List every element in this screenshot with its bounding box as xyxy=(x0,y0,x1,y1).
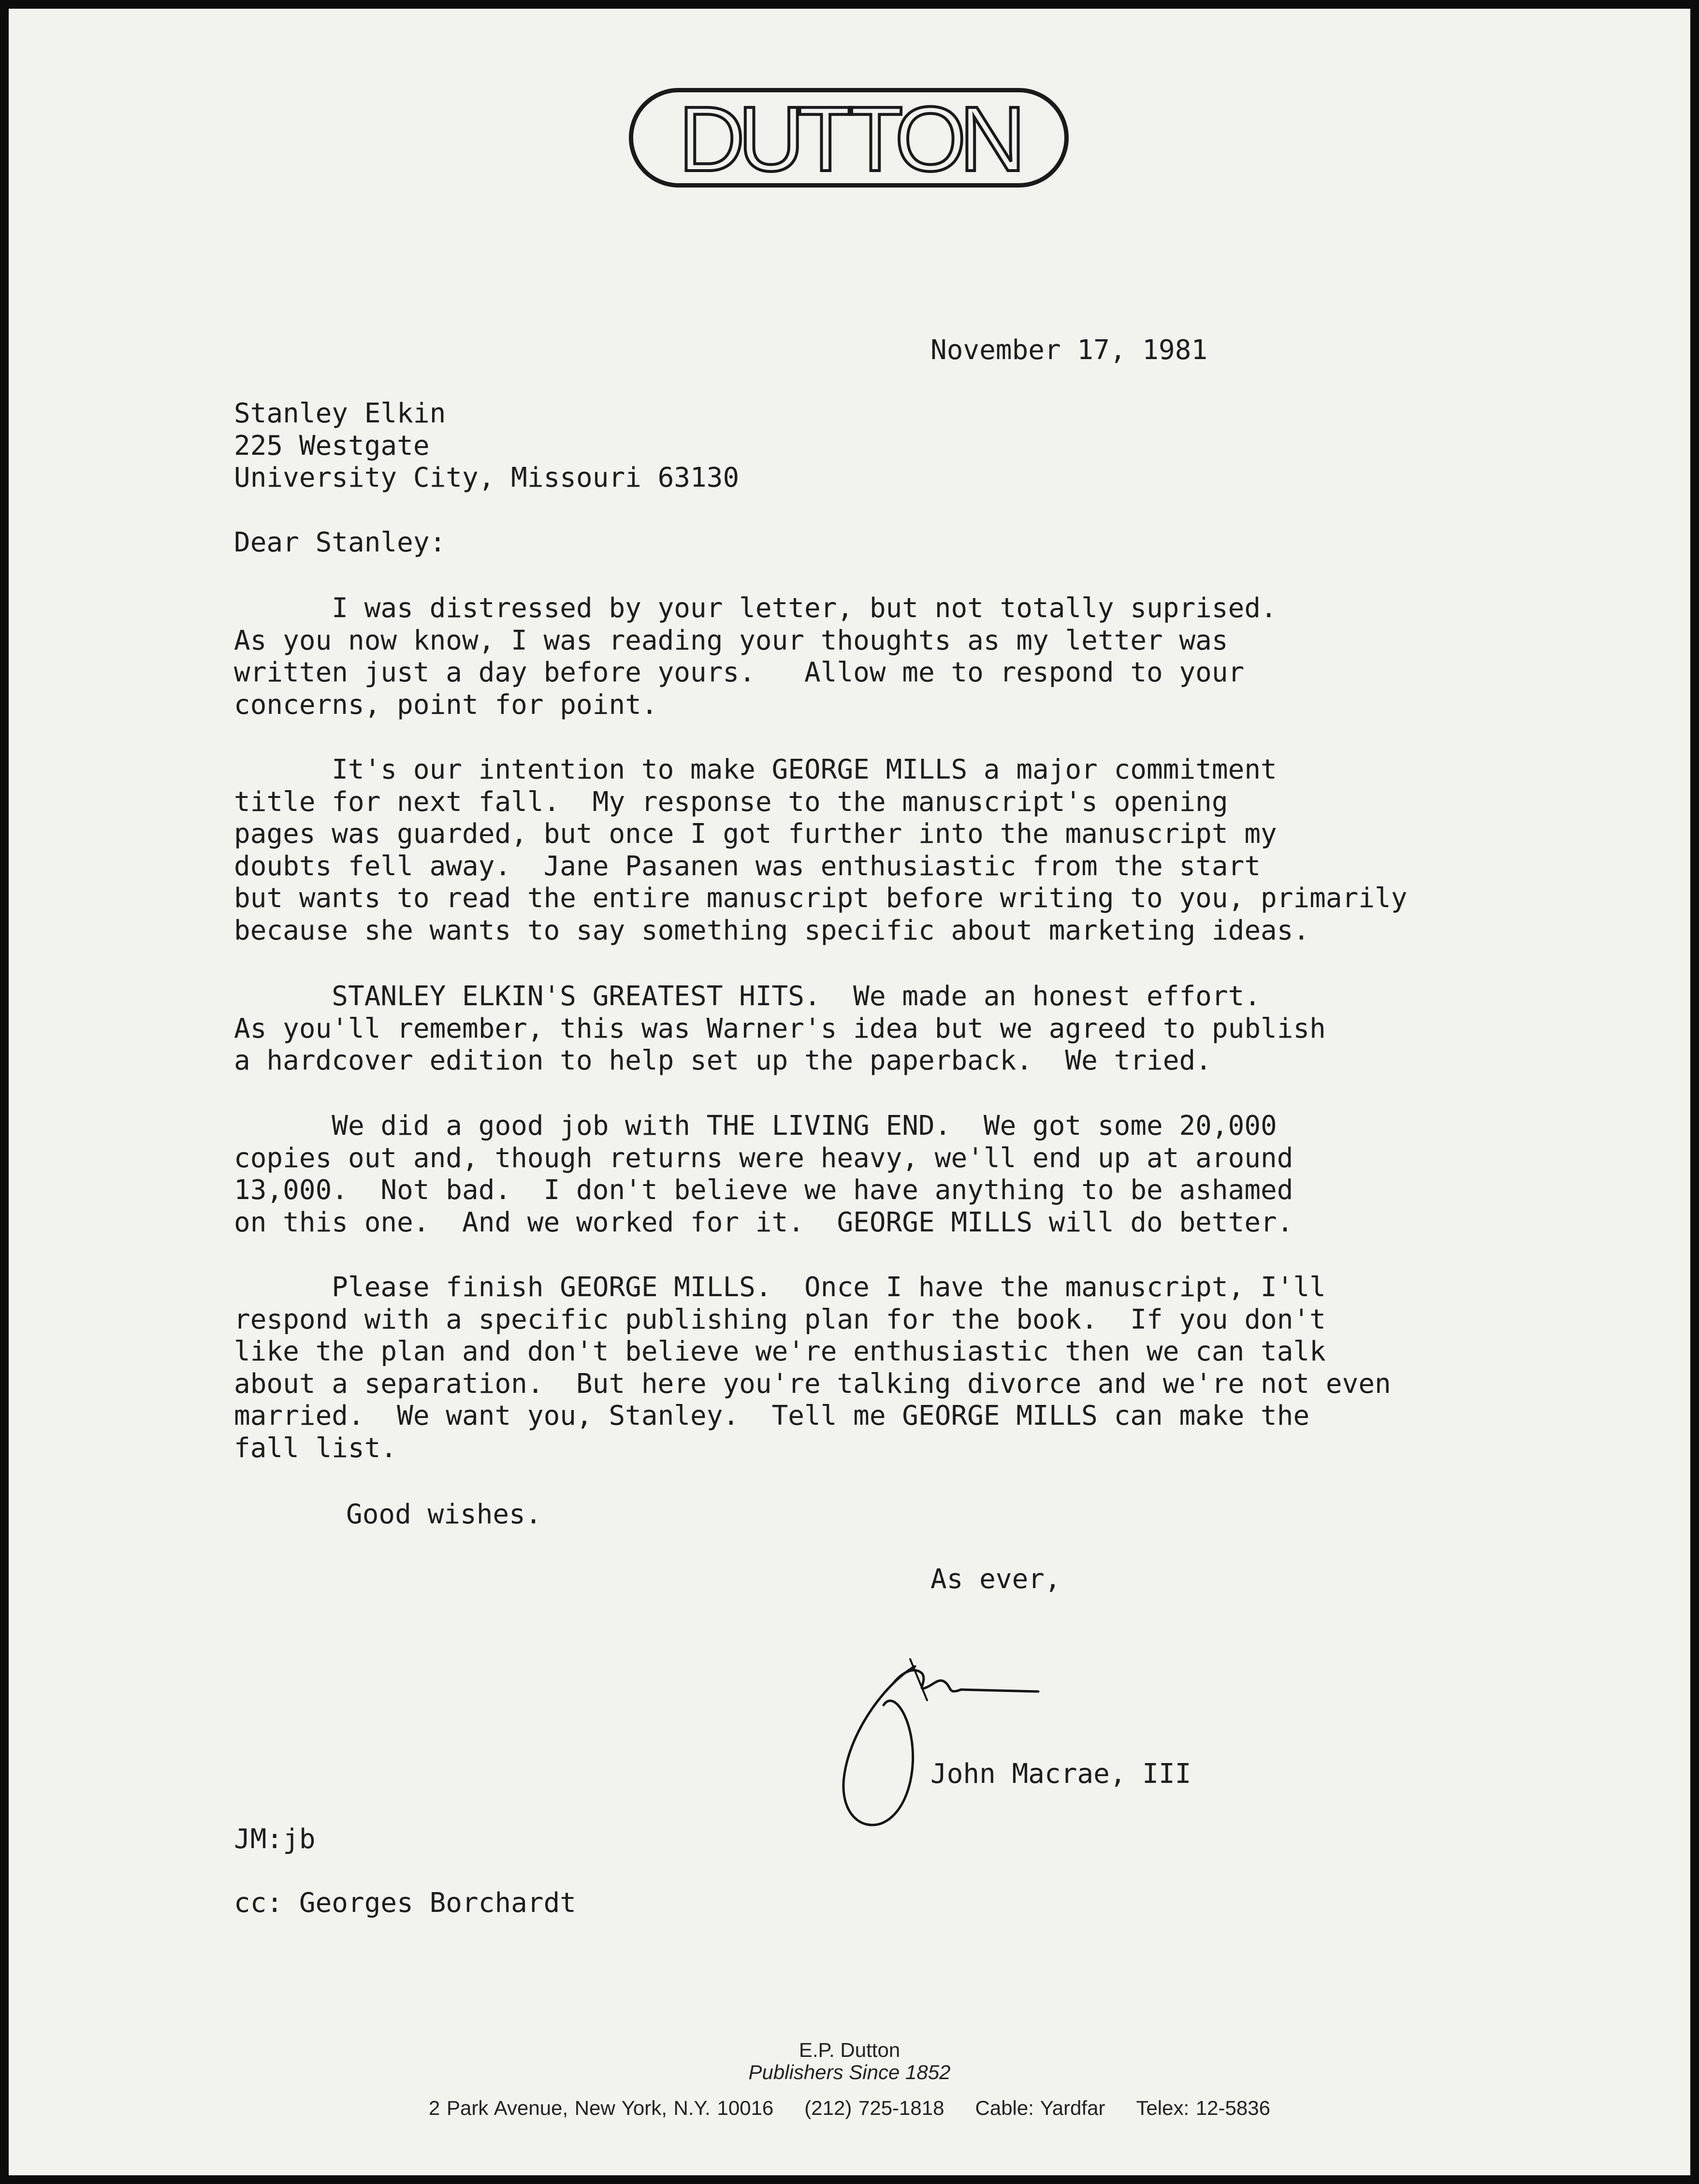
recipient-address xyxy=(234,398,739,494)
footer-telex: Telex: 12-5836 xyxy=(1136,2097,1270,2119)
recipient-name: Stanley Elkin xyxy=(234,398,446,429)
good-wishes: Good wishes. xyxy=(346,1499,542,1530)
recipient-city: University City, Missouri 63130 xyxy=(234,462,740,493)
footer-phone: (212) 725-1818 xyxy=(804,2097,944,2119)
handwritten-signature xyxy=(830,1637,1053,1840)
footer-address: 2 Park Avenue, New York, N.Y. 10016 xyxy=(429,2097,774,2119)
footer-cable: Cable: Yardfar xyxy=(975,2097,1105,2119)
signer-name: John Macrae, III xyxy=(930,1758,1191,1790)
cc-line: cc: Georges Borchardt xyxy=(234,1887,577,1919)
salutation: Dear Stanley: xyxy=(234,527,446,558)
body-paragraph-1: I was distressed by your letter, but not totally suprised. As you now know, I was reading your thoughts as my letter was written just a day before yours. Allow me to respond to your concerns, point for point. xyxy=(234,593,1277,721)
body-paragraph-4: We did a good job with THE LIVING END. We got some 20,000 copies out and, though returns were heavy, we'll end up at around 13,000. Not bad. I don't believe we have anything to be ashamed on this one. And we worked for it. GEORGE MILLS will do better. xyxy=(234,1110,1293,1238)
body-paragraph-2: It's our intention to make GEORGE MILLS a major commitment title for next fall. My response to the manuscript's opening pages was guarded, but once I got further into the manuscript my doubts fell away. Jane Pasanen was enthusiastic from the start but wants to read the entire manuscript before writing to you, primarily because she wants to say something specific about marketing ideas. xyxy=(234,754,1408,946)
logo-text: DUTTON xyxy=(678,88,1019,190)
typist-initials: JM:jb xyxy=(234,1823,316,1855)
footer-contact xyxy=(9,2097,1690,2120)
recipient-street: 225 Westgate xyxy=(234,430,430,462)
body-paragraph-5: Please finish GEORGE MILLS. Once I have the manuscript, I'll respond with a specific publishing plan for the book. If you don't like the plan and don't believe we're enthusiastic then we can talk about a separation. But here you're talking divorce and we're not even married. We want you, Stanley. Tell me GEORGE MILLS can make the fall list. xyxy=(234,1272,1391,1464)
letter-page xyxy=(9,9,1690,2175)
closing: As ever, xyxy=(930,1563,1061,1595)
letter-date: November 17, 1981 xyxy=(930,334,1208,366)
body-paragraph-3: STANLEY ELKIN'S GREATEST HITS. We made an honest effort. As you'll remember, this was Warner's idea but we agreed to publish a hardcover edition to help set up the paperback. We tried. xyxy=(234,981,1326,1076)
dutton-logo xyxy=(629,88,1069,188)
footer-tagline: Publishers Since 1852 xyxy=(748,2061,951,2083)
footer-company: E.P. Dutton xyxy=(799,2039,900,2061)
